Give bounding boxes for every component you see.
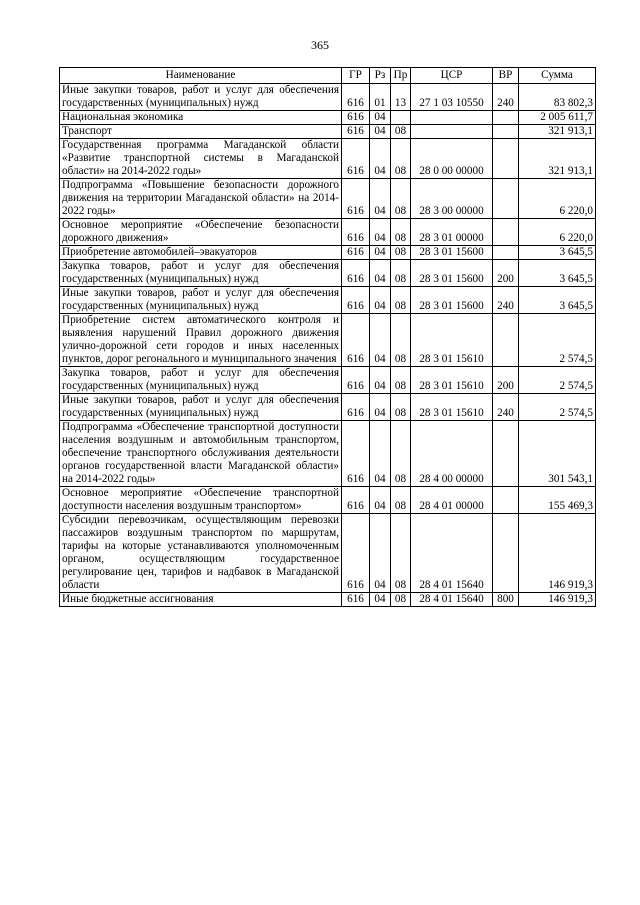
cell-sum: 3 645,5	[519, 260, 596, 287]
cell-gr: 616	[342, 179, 370, 219]
cell-vr	[493, 514, 519, 593]
cell-csr: 28 3 01 00000	[411, 219, 493, 246]
cell-sum: 83 802,3	[519, 84, 596, 111]
cell-name: Национальная экономика	[60, 111, 342, 125]
cell-rz: 04	[370, 593, 391, 607]
cell-vr: 240	[493, 287, 519, 314]
cell-pr: 08	[391, 421, 411, 487]
header-rz: Рз	[370, 68, 391, 84]
cell-rz: 04	[370, 246, 391, 260]
cell-gr: 616	[342, 394, 370, 421]
cell-sum: 321 913,1	[519, 139, 596, 179]
cell-csr: 28 3 01 15610	[411, 394, 493, 421]
cell-vr: 800	[493, 593, 519, 607]
cell-vr	[493, 487, 519, 514]
table-body	[60, 84, 596, 607]
header-csr: ЦСР	[411, 68, 493, 84]
cell-name: Закупка товаров, работ и услуг для обеспечения государственных (муниципальных) нужд	[60, 260, 342, 287]
cell-name: Иные закупки товаров, работ и услуг для обеспечения государственных (муниципальных) нужд	[60, 84, 342, 111]
cell-csr: 28 4 00 00000	[411, 421, 493, 487]
table-row	[60, 514, 596, 593]
cell-rz: 04	[370, 139, 391, 179]
cell-pr	[391, 111, 411, 125]
cell-vr	[493, 179, 519, 219]
cell-rz: 04	[370, 179, 391, 219]
cell-sum: 2 005 611,7	[519, 111, 596, 125]
cell-sum: 146 919,3	[519, 593, 596, 607]
cell-sum: 2 574,5	[519, 314, 596, 367]
cell-rz: 04	[370, 394, 391, 421]
cell-gr: 616	[342, 260, 370, 287]
header-name: Наименование	[60, 68, 342, 84]
cell-gr: 616	[342, 593, 370, 607]
cell-rz: 04	[370, 260, 391, 287]
cell-gr: 616	[342, 111, 370, 125]
table-header-row	[60, 68, 596, 84]
cell-gr: 616	[342, 139, 370, 179]
table-row	[60, 593, 596, 607]
cell-name: Иные закупки товаров, работ и услуг для обеспечения государственных (муниципальных) нужд	[60, 394, 342, 421]
cell-csr: 28 4 01 15640	[411, 514, 493, 593]
cell-gr: 616	[342, 84, 370, 111]
cell-vr	[493, 246, 519, 260]
header-gr: ГР	[342, 68, 370, 84]
cell-pr: 08	[391, 287, 411, 314]
cell-gr: 616	[342, 421, 370, 487]
cell-sum: 301 543,1	[519, 421, 596, 487]
cell-gr: 616	[342, 219, 370, 246]
cell-gr: 616	[342, 514, 370, 593]
cell-sum: 6 220,0	[519, 219, 596, 246]
cell-vr: 200	[493, 367, 519, 394]
cell-pr: 13	[391, 84, 411, 111]
header-pr: Пр	[391, 68, 411, 84]
table-row	[60, 260, 596, 287]
cell-gr: 616	[342, 287, 370, 314]
cell-sum: 2 574,5	[519, 394, 596, 421]
cell-pr: 08	[391, 219, 411, 246]
cell-rz: 04	[370, 421, 391, 487]
cell-rz: 04	[370, 367, 391, 394]
cell-vr: 200	[493, 260, 519, 287]
cell-name: Государственная программа Магаданской области «Развитие транспортной системы в Магаданской области» на 2014-2022 годы»	[60, 139, 342, 179]
table-row	[60, 394, 596, 421]
table-row	[60, 314, 596, 367]
cell-pr: 08	[391, 246, 411, 260]
header-sum: Сумма	[519, 68, 596, 84]
cell-sum: 6 220,0	[519, 179, 596, 219]
cell-csr: 28 3 01 15600	[411, 246, 493, 260]
cell-vr	[493, 421, 519, 487]
cell-vr	[493, 125, 519, 139]
cell-pr: 08	[391, 394, 411, 421]
cell-name: Иные бюджетные ассигнования	[60, 593, 342, 607]
cell-vr	[493, 219, 519, 246]
cell-vr	[493, 111, 519, 125]
cell-rz: 04	[370, 287, 391, 314]
cell-name: Подпрограмма «Повышение безопасности дорожного движения на территории Магаданской области» на 2014-2022 годы»	[60, 179, 342, 219]
cell-gr: 616	[342, 367, 370, 394]
cell-name: Подпрограмма «Обеспечение транспортной доступности населения воздушным и автомобильным транспортом, обеспечение транспортного обслуживания деятельности органов государственной власти Магаданской области» на 2014-2022 годы»	[60, 421, 342, 487]
table-row	[60, 179, 596, 219]
cell-gr: 616	[342, 314, 370, 367]
table-row	[60, 287, 596, 314]
cell-vr: 240	[493, 84, 519, 111]
cell-sum: 321 913,1	[519, 125, 596, 139]
cell-gr: 616	[342, 487, 370, 514]
cell-sum: 3 645,5	[519, 287, 596, 314]
cell-csr: 28 3 01 15610	[411, 367, 493, 394]
cell-pr: 08	[391, 260, 411, 287]
page-number: 365	[311, 38, 329, 52]
cell-name: Субсидии перевозчикам, осуществляющим перевозки пассажиров воздушным транспортом по маршрутам, тарифы на которые устанавливаются уполномоченным органом, осуществляющим государственное регулирование цен, тарифов и надбавок в Магаданской области	[60, 514, 342, 593]
cell-name: Основное мероприятие «Обеспечение безопасности дорожного движения»	[60, 219, 342, 246]
cell-sum: 146 919,3	[519, 514, 596, 593]
cell-vr	[493, 314, 519, 367]
cell-name: Основное мероприятие «Обеспечение транспортной доступности населения воздушным транспортом»	[60, 487, 342, 514]
table-row	[60, 367, 596, 394]
table-row	[60, 125, 596, 139]
cell-csr: 28 3 00 00000	[411, 179, 493, 219]
table-row	[60, 421, 596, 487]
cell-pr: 08	[391, 139, 411, 179]
cell-name: Иные закупки товаров, работ и услуг для обеспечения государственных (муниципальных) нужд	[60, 287, 342, 314]
cell-csr: 28 0 00 00000	[411, 139, 493, 179]
cell-rz: 04	[370, 487, 391, 514]
cell-pr: 08	[391, 514, 411, 593]
table-row	[60, 219, 596, 246]
cell-sum: 2 574,5	[519, 367, 596, 394]
cell-csr: 28 4 01 00000	[411, 487, 493, 514]
cell-name: Закупка товаров, работ и услуг для обеспечения государственных (муниципальных) нужд	[60, 367, 342, 394]
cell-csr: 28 3 01 15600	[411, 260, 493, 287]
cell-pr: 08	[391, 179, 411, 219]
cell-csr	[411, 125, 493, 139]
cell-csr	[411, 111, 493, 125]
cell-pr: 08	[391, 367, 411, 394]
cell-rz: 04	[370, 314, 391, 367]
budget-table	[59, 67, 596, 607]
cell-vr	[493, 139, 519, 179]
cell-csr: 28 3 01 15610	[411, 314, 493, 367]
table-row	[60, 111, 596, 125]
cell-rz: 01	[370, 84, 391, 111]
table-row	[60, 84, 596, 111]
table-row	[60, 487, 596, 514]
cell-gr: 616	[342, 246, 370, 260]
cell-gr: 616	[342, 125, 370, 139]
header-vr: ВР	[493, 68, 519, 84]
cell-pr: 08	[391, 487, 411, 514]
cell-rz: 04	[370, 219, 391, 246]
cell-vr: 240	[493, 394, 519, 421]
table-row	[60, 246, 596, 260]
cell-sum: 155 469,3	[519, 487, 596, 514]
cell-sum: 3 645,5	[519, 246, 596, 260]
cell-pr: 08	[391, 593, 411, 607]
cell-rz: 04	[370, 514, 391, 593]
cell-pr: 08	[391, 314, 411, 367]
cell-csr: 28 4 01 15640	[411, 593, 493, 607]
cell-csr: 27 1 03 10550	[411, 84, 493, 111]
cell-name: Приобретение автомобилей–эвакуаторов	[60, 246, 342, 260]
cell-name: Приобретение систем автоматического контроля и выявления нарушений Правил дорожного движения улично-дорожной сети городов и иных населенных пунктов, дорог регонального и муниципального значения	[60, 314, 342, 367]
cell-pr: 08	[391, 125, 411, 139]
table-row	[60, 139, 596, 179]
cell-rz: 04	[370, 111, 391, 125]
cell-rz: 04	[370, 125, 391, 139]
cell-csr: 28 3 01 15600	[411, 287, 493, 314]
cell-name: Транспорт	[60, 125, 342, 139]
